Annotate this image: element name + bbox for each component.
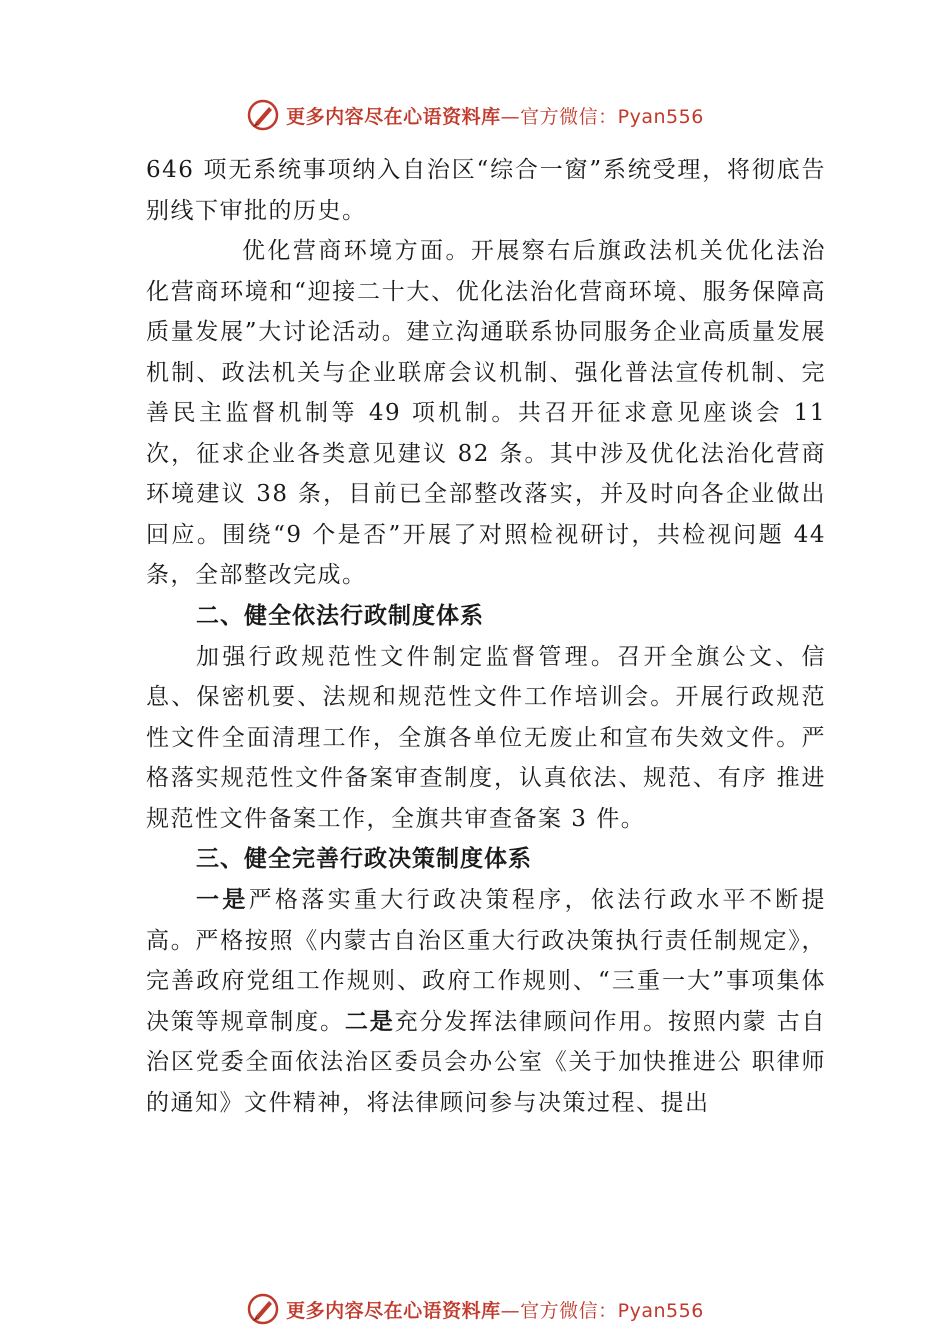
- banner-title: 更多内容尽在心语资料库: [286, 1299, 501, 1322]
- banner-suffix: —官方微信：Pyan556: [500, 1299, 704, 1322]
- paragraph-2: 优化营商环境方面。开展察右后旗政法机关优化法治化营商环境和“迎接二十大、优化法治化营商环境、服务保障高质量发展”大讨论活动。建立沟通联系协同服务企业高质量发展机制、政法机关与企业联席会议机制、强化普法宣传机制、完善民主监督机制等 49 项机制。共召开征求意见座谈会 11 次，征求企业各类意见建议 82 条。其中涉及优化法治化营商环境建议 38 条，目前已全部整改落实，并及时向各企业做出回应。围绕“9 个是否”开展了对照检视研讨，共检视问题 44 条，全部整改完成。: [146, 238, 826, 588]
- paragraph-4-text-1: 严格落实重大行政决策程序，依法行政水平不断提高。严格按照《内蒙古自治区重大行政决策执行责任制规定》，完善政府党组工作规则、政府工作规则、“三重一大”事项集体决策等规章制度。: [146, 887, 827, 1035]
- paragraph-1: 646 项无系统事项纳入自治区“综合一窗”系统受理，将彻底告别线下审批的历史。: [146, 157, 826, 224]
- banner-title: 更多内容尽在心语资料库: [286, 105, 501, 128]
- section-heading-2: 二、健全依法行政制度体系: [196, 602, 484, 629]
- lead-phrase-1: 一是: [196, 887, 249, 913]
- paragraph-4-text-2: 充分发挥法律顾问作用。按照内蒙 古自治区党委全面依法治区委员会办公室《关于加快推进公 职律师的通知》文件精神，将法律顾问参与决策过程、提出: [146, 1008, 827, 1116]
- paragraph-4: [146, 880, 826, 1123]
- header-banner: [0, 95, 950, 135]
- pen-circle-logo-icon: [246, 98, 280, 132]
- lead-phrase-2: 二是: [344, 1008, 395, 1035]
- footer-banner: [0, 1289, 950, 1329]
- paragraph-3: 加强行政规范性文件制定监督管理。召开全旗公文、信息、保密机要、法规和规范性文件工作培训会。开展行政规范性文件全面清理工作，全旗各单位无废止和宣布失效文件。严格落实规范性文件备案审查制度，认真依法、规范、有序 推进规范性文件备案工作，全旗共审查备案 3 件。: [146, 643, 826, 832]
- pen-circle-logo-icon: [246, 1292, 280, 1326]
- document-body: [146, 150, 826, 1123]
- banner-suffix: —官方微信：Pyan556: [500, 105, 704, 128]
- section-heading-3: 三、健全完善行政决策制度体系: [196, 846, 532, 872]
